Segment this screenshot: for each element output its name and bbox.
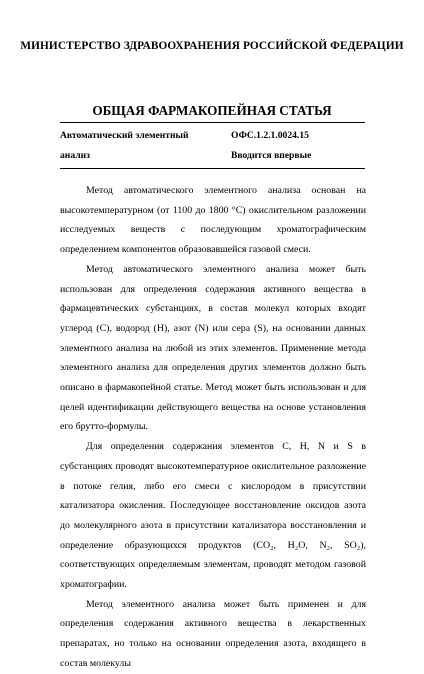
paragraph: Метод автоматического элементного анализа основан на высокотемпературном (от 1100 до 1800 °С) окислительном разложении исследуемых веществ с последующим хроматографическим определением компонентов образовавшейся газовой смеси. (60, 185, 366, 256)
header-rule-bottom (60, 168, 365, 169)
paragraph: Для определения содержания элементов С, Н, N и S в субстанциях проводят высокотемпературное окислительное разложение в потоке гелия, либо его смеси с кислородом в присутствии катализатора окисления. Последующее восстановление оксидов азота до молекулярного азота в присутствии катализатора восстановления и определение образующихся продуктов (CO₂, H₂O, N₂, SO₂), соответствующих определяемым элементам, проводят методом газовой хроматографии. (60, 441, 366, 591)
header-rule-top (60, 122, 365, 123)
subject-line-1: Автоматический элементный (60, 130, 189, 141)
article-code: ОФС.1.2.1.0024.15 (231, 130, 309, 141)
article-status: Вводится впервые (231, 150, 312, 161)
ministry-heading: МИНИСТЕРСТВО ЗДРАВООХРАНЕНИЯ РОССИЙСКОЙ ФЕДЕРАЦИИ (20, 40, 404, 52)
article-subject (60, 126, 210, 166)
article-title: ОБЩАЯ ФАРМАКОПЕЙНАЯ СТАТЬЯ (92, 103, 332, 118)
subject-line-2: анализ (60, 150, 90, 161)
article-code-block (231, 126, 371, 166)
paragraph: Метод элементного анализа может быть применен и для определения содержания активного вещества в лекарственных препаратах, но только на основании определения азота, входящего в состав молекулы (60, 598, 366, 669)
paragraph: Метод автоматического элементного анализа может быть использован для определения содержания активного вещества в фармацевтических субстанциях, в состав молекул которых входят углерод (С), водород (Н), азот (N) или сера (S), на основании данных элементного анализа на любой из этих элементов. Применение метода элементного анализа для определения других элементов должно быть описано в фармакопейной статье. Метод может быть использован и для целей идентификации действующего вещества на основе установления его брутто-формулы. (60, 263, 366, 433)
